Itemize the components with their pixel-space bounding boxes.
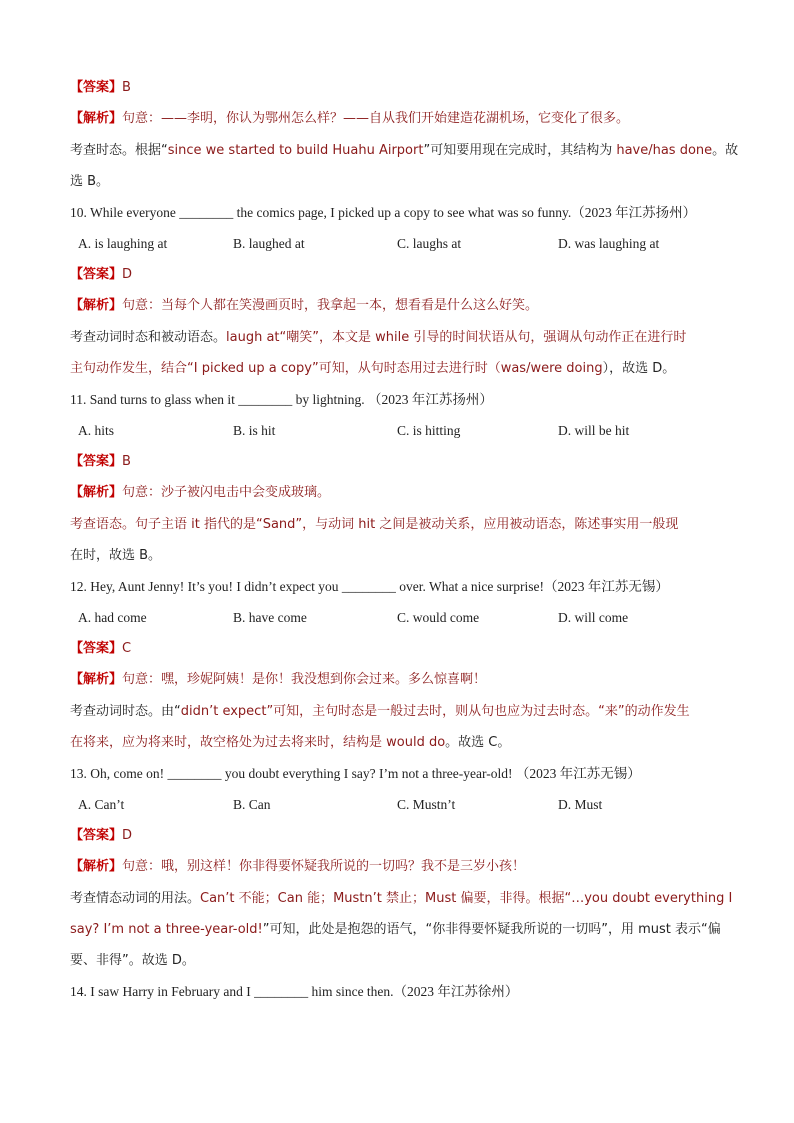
text-segment: ），故选 D。 — [602, 361, 676, 376]
text-segment: was/were doing — [500, 361, 603, 376]
text-segment: say? I’m not a three-year-old! — [70, 922, 263, 937]
text-segment: 要、非得”。故选 D。 — [70, 953, 195, 968]
text-segment: ”可知，主句时态是一般过去时，则从句也应为过去时态。“来”的动作发生 — [266, 704, 690, 719]
answer-value: B — [122, 80, 131, 95]
text-segment: laugh at“嘲笑”，本文是 while 引导的时间状语从句，强调从句动作正在进行时 — [226, 330, 687, 345]
text-segment: ”可知要用现在完成时，其结构为 — [423, 143, 617, 158]
answer-option: C. would come — [397, 610, 480, 625]
answer-value: C — [122, 641, 132, 656]
text-segment: Can’t 不能；Can 能；Mustn’t 禁止；Must 偏要，非得。根据“ — [200, 891, 572, 906]
text-segment: 。故选 C。 — [445, 735, 511, 750]
analysis-text: 句意：嘿，珍妮阿姨！是你！我没想到你会过来。多么惊喜啊！ — [122, 672, 487, 687]
explanation-text — [70, 141, 738, 161]
text-segment: I picked up a copy — [193, 361, 312, 376]
text-segment: 考查时态。根据“ — [70, 143, 168, 158]
text-segment: didn’t expect — [180, 704, 267, 719]
answer-option: D. was laughing at — [558, 236, 660, 251]
answer-option: A. had come — [78, 610, 147, 625]
explanation-text — [70, 359, 675, 379]
analysis-line — [70, 857, 525, 877]
answer-line — [70, 639, 131, 659]
text-segment: have/has done — [616, 143, 713, 158]
answer-label: 【答案】 — [70, 641, 123, 656]
explanation-text — [70, 546, 161, 566]
answer-label: 【答案】 — [70, 80, 123, 95]
text-segment: 考查语态。句子主语 it 指代的是“Sand”，与动词 hit 之间是被动关系，应用被动语态，陈述事实用一般现 — [70, 517, 679, 532]
question-text: 10. While everyone ________ the comics page, I picked up a copy to see what was so funny.（2023 年江苏扬州） — [70, 205, 697, 220]
explanation-text — [70, 172, 109, 192]
answer-option: A. is laughing at — [78, 236, 168, 251]
analysis-text: 句意：——李明，你认为鄂州怎么样？——自从我们开始建造花湖机场，它变化了很多。 — [122, 111, 630, 126]
analysis-label: 【解析】 — [70, 111, 123, 126]
analysis-text: 句意：沙子被闪电击中会变成玻璃。 — [122, 485, 331, 500]
text-segment: since we started to build Huahu Airport — [167, 143, 424, 158]
explanation-text — [70, 920, 721, 940]
analysis-label: 【解析】 — [70, 859, 123, 874]
answer-option: B. Can — [233, 797, 271, 812]
answer-option: C. Mustn’t — [397, 797, 456, 812]
explanation-text — [70, 889, 732, 909]
text-segment: 考查动词时态。由“ — [70, 704, 181, 719]
answer-label: 【答案】 — [70, 454, 123, 469]
analysis-text: 句意：哦，别这样！你非得要怀疑我所说的一切吗？我不是三岁小孩！ — [122, 859, 526, 874]
answer-value: D — [122, 828, 133, 843]
analysis-line — [70, 670, 486, 690]
analysis-line — [70, 109, 629, 129]
text-segment: 在时，故选 B。 — [70, 548, 162, 563]
analysis-line — [70, 483, 330, 503]
text-segment: …you doubt everything I — [571, 891, 733, 906]
explanation-text — [70, 951, 195, 971]
analysis-line — [70, 296, 538, 316]
text-segment: 考查动词时态和被动语态。 — [70, 330, 227, 345]
analysis-label: 【解析】 — [70, 298, 123, 313]
answer-label: 【答案】 — [70, 828, 123, 843]
analysis-label: 【解析】 — [70, 672, 123, 687]
text-segment: ”可知，从句时态用过去进行时（ — [311, 361, 501, 376]
explanation-text — [70, 733, 510, 753]
answer-value: B — [122, 454, 131, 469]
explanation-text — [70, 702, 690, 722]
explanation-text — [70, 515, 678, 535]
answer-option: C. is hitting — [397, 423, 461, 438]
explanation-text — [70, 328, 686, 348]
answer-option: C. laughs at — [397, 236, 462, 251]
answer-option: A. Can’t — [78, 797, 125, 812]
answer-option: D. will come — [558, 610, 629, 625]
text-segment: 考查情态动词的用法。 — [70, 891, 201, 906]
answer-option: A. hits — [78, 423, 115, 438]
answer-option: D. will be hit — [558, 423, 630, 438]
answer-option: B. is hit — [233, 423, 276, 438]
answer-label: 【答案】 — [70, 267, 123, 282]
text-segment: 。故 — [712, 143, 739, 158]
question-text: 12. Hey, Aunt Jenny! It’s you! I didn’t expect you ________ over. What a nice surprise!（2023 年江苏无锡） — [70, 579, 669, 594]
text-segment: 选 B。 — [70, 174, 110, 189]
answer-option: B. have come — [233, 610, 307, 625]
answer-line — [70, 78, 131, 98]
question-text: 14. I saw Harry in February and I ________ him since then.（2023 年江苏徐州） — [70, 984, 519, 999]
answer-line — [70, 826, 132, 846]
answer-value: D — [122, 267, 133, 282]
analysis-text: 句意：当每个人都在笑漫画页时，我拿起一本，想看看是什么这么好笑。 — [122, 298, 539, 313]
answer-line — [70, 265, 132, 285]
text-segment: 在将来，应为将来时，故空格处为过去将来时，结构是 — [70, 735, 387, 750]
question-text: 13. Oh, come on! ________ you doubt everything I say? I’m not a three-year-old! （2023 年江苏无锡） — [70, 766, 641, 781]
analysis-label: 【解析】 — [70, 485, 123, 500]
question-text: 11. Sand turns to glass when it ________ by lightning. （2023 年江苏扬州） — [70, 392, 493, 407]
answer-option: D. Must — [558, 797, 603, 812]
answer-line — [70, 452, 131, 472]
text-segment: 主句动作发生，结合“ — [70, 361, 194, 376]
text-segment: would do — [386, 735, 446, 750]
answer-option: B. laughed at — [233, 236, 305, 251]
text-segment: ”可知，此处是抱怨的语气，“你非得要怀疑我所说的一切吗”，用 must 表示“偏 — [262, 922, 721, 937]
